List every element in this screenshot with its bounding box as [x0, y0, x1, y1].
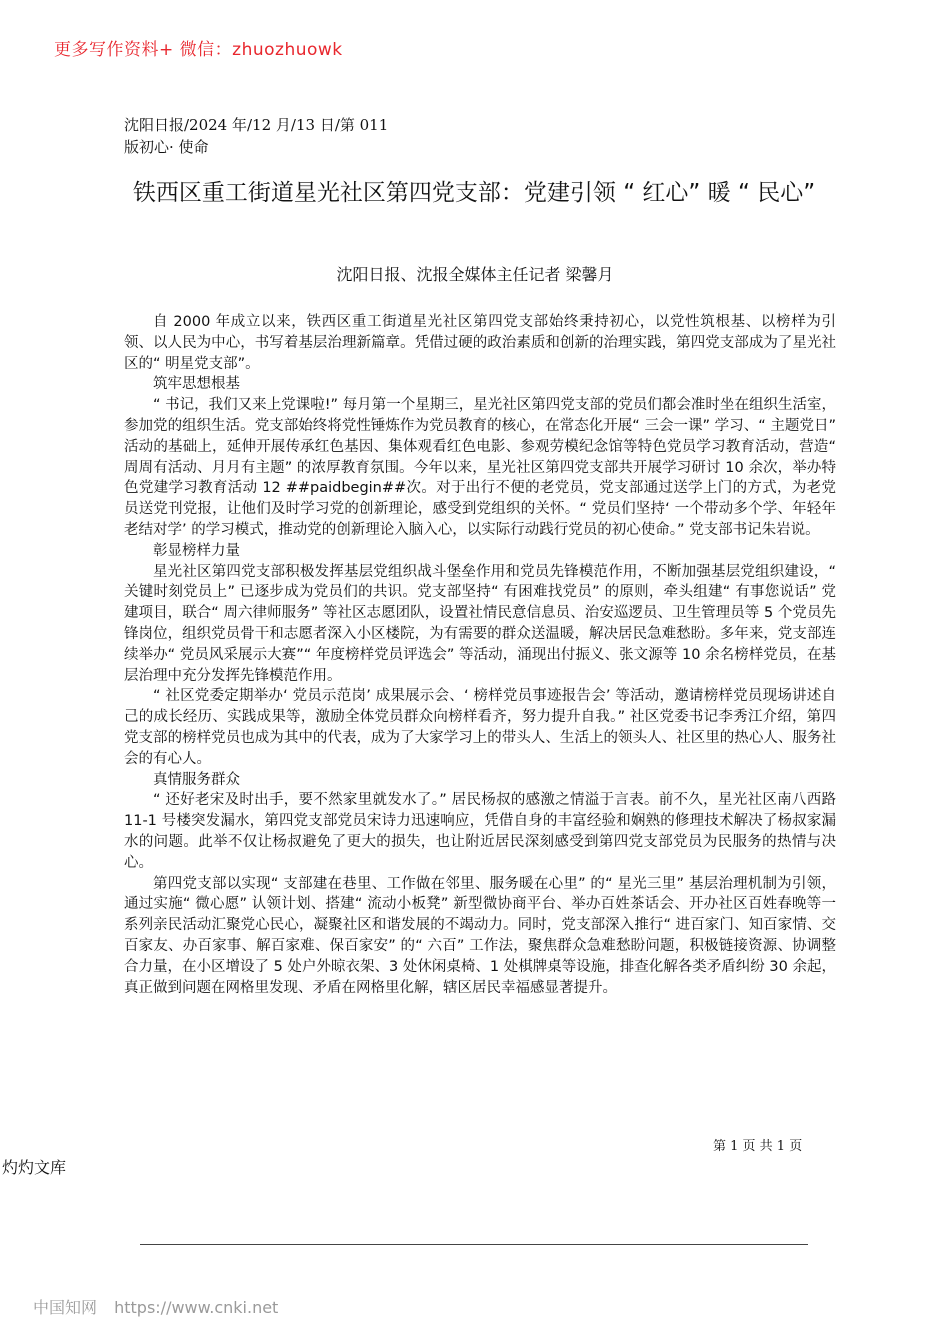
promo-banner: 更多写作资料+ 微信：zhuozhuowk	[54, 40, 343, 60]
section-line: 版初心· 使命	[124, 138, 209, 156]
article-body	[124, 312, 836, 998]
library-name: 灼灼文库	[2, 1158, 67, 1177]
footer-url[interactable]: https://www.cnki.net	[114, 1298, 279, 1317]
source-line: 沈阳日报/2024 年/12 月/13 日/第 011	[124, 116, 389, 134]
section-heading: 真情服务群众	[153, 771, 240, 788]
paragraph: 自 2000 年成立以来，铁西区重工街道星光社区第四党支部始终秉持初心，以党性筑根基、以榜样为引领、以人民为中心，书写着基层治理新篇章。凭借过硬的政治素质和创新的治理实践，第四党支部成为了星光社区的“ 明星党支部”。	[124, 314, 836, 372]
paragraph: 第四党支部以实现“ 支部建在巷里、工作做在邻里、服务暖在心里” 的“ 星光三里” 基层治理机制为引领，通过实施“ 微心愿” 认领计划、搭建“ 流动小板凳” 新型微协商平台、举办百姓茶话会、开办社区百姓春晚等一系列亲民活动汇聚党心民心，凝聚社区和谐发展的不竭动力。同时，党支部深入推行“ 进百家门、知百家情、交百家友、办百家事、解百家难、保百家安” 的“ 六百” 工作法，聚焦群众急难愁盼问题，积极链接资源、协调整合力量，在小区增设了 5 处户外晾衣架、3 处休闲桌椅、1 处棋牌桌等设施，排查化解各类矛盾纠纷 30 余起，真正做到问题在网格里发现、矛盾在网格里化解，辖区居民幸福感显著提升。	[124, 875, 836, 996]
paragraph: 星光社区第四党支部积极发挥基层党组织战斗堡垒作用和党员先锋模范作用，不断加强基层党组织建设，“ 关键时刻党员上” 已逐步成为党员们的共识。党支部坚持“ 有困难找党员” 的原则，牵头组建“ 有事您说话” 党建项目，联合“ 周六律师服务” 等社区志愿团队，设置社情民意信息员、治安巡逻员、卫生管理员等 5 个党员先锋岗位，组织党员骨干和志愿者深入小区楼院，为有需要的群众送温暖，解决居民急难愁盼。多年来，党支部连续举办“ 党员风采展示大赛”“ 年度榜样党员评选会” 等活动，涌现出付振义、张文源等 10 余名榜样党员，在基层治理中充分发挥先锋模范作用。	[124, 563, 836, 684]
footer-site-name: 中国知网	[33, 1298, 98, 1317]
paragraph: “ 还好老宋及时出手，要不然家里就发水了。” 居民杨叔的感激之情溢于言表。前不久，星光社区南八西路 11-1 号楼突发漏水，第四党支部党员宋诗力迅速响应，凭借自身的丰富经验和娴熟的修理技术解决了杨叔家漏水的问题。此举不仅让杨叔避免了更大的损失，也让附近居民深刻感受到第四党支部党员为民服务的热情与决心。	[124, 792, 836, 871]
article-title: 铁西区重工街道星光社区第四党支部：党建引领 “ 红心” 暖 “ 民心”	[132, 180, 816, 206]
article-byline: 沈阳日报、沈报全媒体主任记者 梁馨月	[336, 265, 614, 284]
paragraph: “ 社区党委定期举办‘ 党员示范岗’ 成果展示会、‘ 榜样党员事迹报告会’ 等活动，邀请榜样党员现场讲述自己的成长经历、实践成果等，激励全体党员群众向榜样看齐，努力提升自我。” 社区党委书记李秀江介绍，第四党支部的榜样党员也成为其中的代表，成为了大家学习上的带头人、生活上的领头人、社区里的热心人、服务社会的有心人。	[124, 688, 836, 767]
source-info	[124, 114, 388, 158]
section-heading: 筑牢思想根基	[153, 376, 240, 393]
footer-watermark	[33, 1295, 290, 1318]
paragraph: “ 书记，我们又来上党课啦!” 每月第一个星期三，星光社区第四党支部的党员们都会准时坐在组织生活室，参加党的组织生活。党支部始终将党性锤炼作为党员教育的核心，在常态化开展“ 三会一课” 学习、“ 主题党日” 活动的基础上，延伸开展传承红色基因、集体观看红色电影、参观劳模纪念馆等特色党员学习教育活动，营造“ 周周有活动、月月有主题” 的浓厚教育氛围。今年以来，星光社区第四党支部共开展学习研讨 10 余次，举办特色党建学习教育活动 12 ##paidbegin##次。对于出行不便的老党员，党支部通过送学上门的方式，为老党员送党刊党报，让他们及时学习党的创新理论，感受到党组织的关怀。“ 党员们坚持‘ 一个带动多个学、年轻年老结对学’ 的学习模式，推动党的创新理论入脑入心，以实际行动践行党员的初心使命。” 党支部书记朱岩说。	[124, 397, 836, 538]
page-number: 第 1 页 共 1 页	[713, 1139, 803, 1154]
section-heading: 彰显榜样力量	[153, 542, 240, 559]
footer-divider	[140, 1244, 808, 1245]
